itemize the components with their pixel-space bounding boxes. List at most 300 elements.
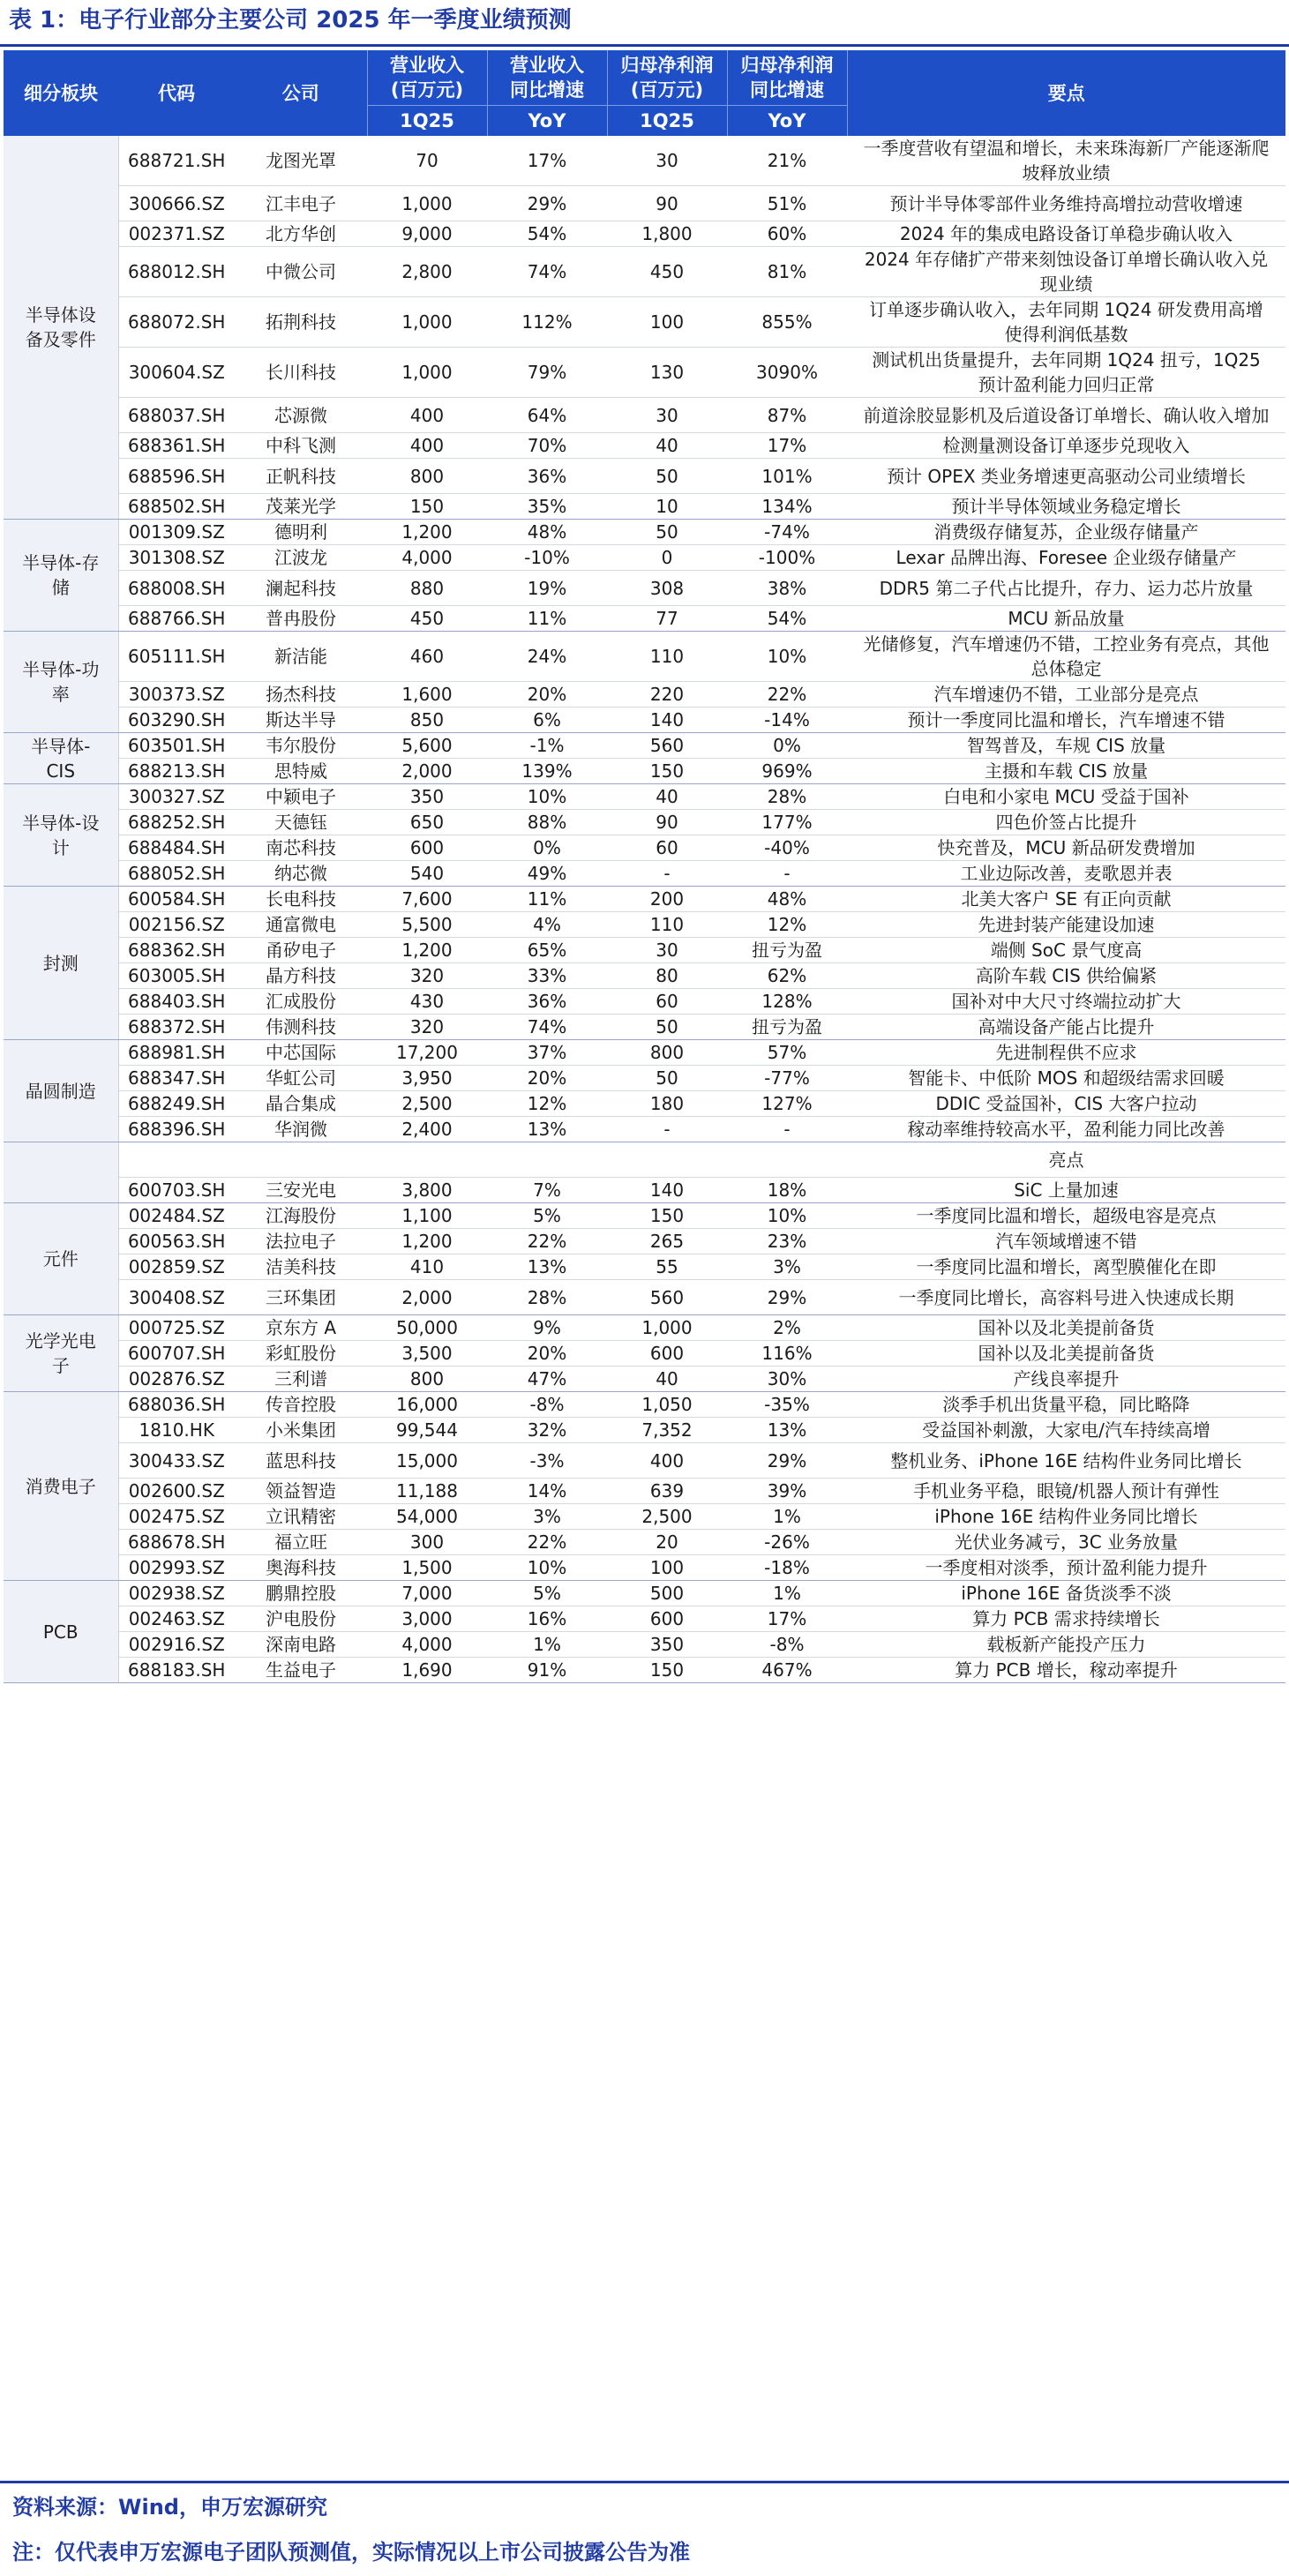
profit-cell: 40 xyxy=(607,784,727,810)
company-cell: 北方华创 xyxy=(235,221,367,247)
revenue-cell: 54,000 xyxy=(367,1504,487,1530)
revenue-yoy-cell: 54% xyxy=(487,221,607,247)
profit-yoy-cell: 969% xyxy=(727,759,847,784)
profit-yoy-cell: 扭亏为盈 xyxy=(727,1015,847,1040)
table-row xyxy=(4,398,1285,433)
code-cell: 600563.SH xyxy=(118,1229,235,1254)
profit-cell: 60 xyxy=(607,835,727,861)
table-row xyxy=(4,1443,1285,1479)
code-cell: 001309.SZ xyxy=(118,520,235,545)
table-row xyxy=(4,632,1285,682)
company-cell: 洁美科技 xyxy=(235,1254,367,1280)
code-cell: 002876.SZ xyxy=(118,1367,235,1392)
profit-yoy-cell: 51% xyxy=(727,186,847,221)
company-cell: 领益智造 xyxy=(235,1479,367,1504)
revenue-cell: 7,000 xyxy=(367,1581,487,1606)
code-cell: 002156.SZ xyxy=(118,912,235,938)
profit-cell: 130 xyxy=(607,348,727,398)
table-row xyxy=(4,433,1285,459)
profit-cell: 110 xyxy=(607,912,727,938)
table-row xyxy=(4,1091,1285,1117)
profit-yoy-cell: 17% xyxy=(727,1606,847,1632)
table-row xyxy=(4,835,1285,861)
revenue-cell: 1,200 xyxy=(367,520,487,545)
revenue-yoy-cell: 74% xyxy=(487,1015,607,1040)
profit-yoy-cell: 855% xyxy=(727,297,847,348)
profit-cell: - xyxy=(607,861,727,887)
revenue-cell: 410 xyxy=(367,1254,487,1280)
table-row xyxy=(4,1178,1285,1203)
revenue-yoy-cell: 47% xyxy=(487,1367,607,1392)
company-cell: 福立旺 xyxy=(235,1530,367,1555)
code-cell: 688249.SH xyxy=(118,1091,235,1117)
company-cell: 京东方 A xyxy=(235,1315,367,1341)
segment-cell: 半导体- CIS xyxy=(4,733,118,784)
segment-cell: 半导体-设 计 xyxy=(4,784,118,887)
segment-cell: 光学光电 子 xyxy=(4,1315,118,1392)
revenue-cell: 400 xyxy=(367,433,487,459)
revenue-cell: 320 xyxy=(367,1015,487,1040)
profit-yoy-cell: 13% xyxy=(727,1418,847,1443)
table-row xyxy=(4,221,1285,247)
revenue-yoy-cell: 4% xyxy=(487,912,607,938)
company-cell: 传音控股 xyxy=(235,1392,367,1418)
profit-yoy-cell: 29% xyxy=(727,1443,847,1479)
revenue-yoy-cell: -3% xyxy=(487,1443,607,1479)
code-cell: 688036.SH xyxy=(118,1392,235,1418)
subheader-profit: 1Q25 xyxy=(607,106,727,137)
note-cell: 2024 年的集成电路设备订单稳步确认收入 xyxy=(847,221,1285,247)
code-cell: 688721.SH xyxy=(118,136,235,186)
profit-yoy-cell: 28% xyxy=(727,784,847,810)
revenue-yoy-cell: 20% xyxy=(487,682,607,708)
table-row xyxy=(4,1606,1285,1632)
table-row xyxy=(4,1392,1285,1418)
profit-yoy-cell: -100% xyxy=(727,545,847,571)
note-cell: Lexar 品牌出海、Foresee 企业级存储量产 xyxy=(847,545,1285,571)
note-cell: 汽车领域增速不错 xyxy=(847,1229,1285,1254)
note-cell: MCU 新品放量 xyxy=(847,606,1285,632)
revenue-cell: 3,000 xyxy=(367,1606,487,1632)
table-row xyxy=(4,887,1285,912)
profit-cell: 40 xyxy=(607,433,727,459)
revenue-yoy-cell: 32% xyxy=(487,1418,607,1443)
revenue-cell: 1,000 xyxy=(367,297,487,348)
revenue-cell: 430 xyxy=(367,989,487,1015)
profit-yoy-cell: 1% xyxy=(727,1504,847,1530)
company-cell: 拓荆科技 xyxy=(235,297,367,348)
profit-cell: 30 xyxy=(607,938,727,963)
profit-cell: - xyxy=(607,1117,727,1142)
profit-cell: 350 xyxy=(607,1632,727,1658)
code-cell: 688981.SH xyxy=(118,1040,235,1066)
note-cell: 预计一季度同比温和增长，汽车增速不错 xyxy=(847,708,1285,733)
header-revenue: 营业收入 (百万元) xyxy=(367,50,487,106)
profit-yoy-cell: 101% xyxy=(727,459,847,494)
company-cell: 纳芯微 xyxy=(235,861,367,887)
revenue-cell: 800 xyxy=(367,1367,487,1392)
profit-yoy-cell: 39% xyxy=(727,1479,847,1504)
revenue-yoy-cell: 20% xyxy=(487,1066,607,1091)
revenue-cell: 1,000 xyxy=(367,348,487,398)
segment-cell: PCB xyxy=(4,1581,118,1683)
note-cell: 智驾普及，车规 CIS 放量 xyxy=(847,733,1285,759)
profit-yoy-cell: -18% xyxy=(727,1555,847,1581)
revenue-yoy-cell: 36% xyxy=(487,989,607,1015)
company-cell: 晶合集成 xyxy=(235,1091,367,1117)
company-cell: 江波龙 xyxy=(235,545,367,571)
revenue-cell: 400 xyxy=(367,398,487,433)
code-cell: 688213.SH xyxy=(118,759,235,784)
note-cell: 整机业务、iPhone 16E 结构件业务同比增长 xyxy=(847,1443,1285,1479)
profit-yoy-cell: 62% xyxy=(727,963,847,989)
code-cell: 688678.SH xyxy=(118,1530,235,1555)
profit-yoy-cell: 3% xyxy=(727,1254,847,1280)
code-cell: 002475.SZ xyxy=(118,1504,235,1530)
profit-cell: 30 xyxy=(607,398,727,433)
code-cell: 600703.SH xyxy=(118,1178,235,1203)
table-row xyxy=(4,1418,1285,1443)
header-notes: 要点 xyxy=(847,50,1285,136)
profit-cell: 50 xyxy=(607,459,727,494)
revenue-cell: 450 xyxy=(367,606,487,632)
table-row xyxy=(4,1632,1285,1658)
header-segment: 细分板块 xyxy=(4,50,118,136)
note-cell: 北美大客户 SE 有正向贡献 xyxy=(847,887,1285,912)
code-cell: 000725.SZ xyxy=(118,1315,235,1341)
revenue-yoy-cell: 112% xyxy=(487,297,607,348)
revenue-cell: 1,600 xyxy=(367,682,487,708)
note-cell: 消费级存储复苏，企业级存储量产 xyxy=(847,520,1285,545)
profit-cell: 30 xyxy=(607,136,727,186)
revenue-yoy-cell: 10% xyxy=(487,1555,607,1581)
revenue-cell: 3,950 xyxy=(367,1066,487,1091)
table-row xyxy=(4,1555,1285,1581)
segment-cell: 半导体-存 储 xyxy=(4,520,118,632)
profit-cell: 140 xyxy=(607,1178,727,1203)
table-row xyxy=(4,912,1285,938)
table-row xyxy=(4,1203,1285,1229)
profit-yoy-cell: -26% xyxy=(727,1530,847,1555)
code-cell: 002859.SZ xyxy=(118,1254,235,1280)
note-cell: 智能卡、中低阶 MOS 和超级结需求回暖 xyxy=(847,1066,1285,1091)
revenue-cell: 800 xyxy=(367,459,487,494)
company-cell: 南芯科技 xyxy=(235,835,367,861)
profit-cell: 55 xyxy=(607,1254,727,1280)
code-cell: 688362.SH xyxy=(118,938,235,963)
code-cell: 300604.SZ xyxy=(118,348,235,398)
profit-yoy-cell: 128% xyxy=(727,989,847,1015)
table-row xyxy=(4,459,1285,494)
code-cell: 300327.SZ xyxy=(118,784,235,810)
revenue-yoy-cell: -8% xyxy=(487,1392,607,1418)
code-cell: 688361.SH xyxy=(118,433,235,459)
note-cell: iPhone 16E 结构件业务同比增长 xyxy=(847,1504,1285,1530)
revenue-cell: 1,690 xyxy=(367,1658,487,1683)
note-cell: 一季度同比温和增长，离型膜催化在即 xyxy=(847,1254,1285,1280)
segment-cell xyxy=(4,1142,118,1203)
code-cell: 688008.SH xyxy=(118,571,235,606)
revenue-yoy-cell: 9% xyxy=(487,1315,607,1341)
revenue-yoy-cell: 17% xyxy=(487,136,607,186)
note-continuation-row xyxy=(4,1142,1285,1178)
table-row xyxy=(4,136,1285,186)
revenue-cell: 7,600 xyxy=(367,887,487,912)
revenue-yoy-cell: 29% xyxy=(487,186,607,221)
note-cell: 光储修复，汽车增速仍不错，工控业务有亮点，其他总体稳定 xyxy=(847,632,1285,682)
profit-yoy-cell: 81% xyxy=(727,247,847,297)
revenue-cell: 350 xyxy=(367,784,487,810)
code-cell: 688396.SH xyxy=(118,1117,235,1142)
profit-cell: 100 xyxy=(607,1555,727,1581)
company-cell: 正帆科技 xyxy=(235,459,367,494)
revenue-yoy-cell: 7% xyxy=(487,1178,607,1203)
profit-cell: 60 xyxy=(607,989,727,1015)
revenue-cell: 99,544 xyxy=(367,1418,487,1443)
company-cell: 茂莱光学 xyxy=(235,494,367,520)
company-cell: 长川科技 xyxy=(235,348,367,398)
profit-yoy-cell: -35% xyxy=(727,1392,847,1418)
code-cell: 002484.SZ xyxy=(118,1203,235,1229)
company-cell: 三环集团 xyxy=(235,1280,367,1315)
company-cell: 德明利 xyxy=(235,520,367,545)
profit-cell: 1,000 xyxy=(607,1315,727,1341)
company-cell: 芯源微 xyxy=(235,398,367,433)
table-row xyxy=(4,733,1285,759)
revenue-cell: 50,000 xyxy=(367,1315,487,1341)
table-row xyxy=(4,1658,1285,1683)
table-row xyxy=(4,297,1285,348)
code-cell: 600707.SH xyxy=(118,1341,235,1367)
revenue-cell: 5,500 xyxy=(367,912,487,938)
revenue-yoy-cell: 13% xyxy=(487,1254,607,1280)
profit-yoy-cell: 38% xyxy=(727,571,847,606)
note-cell: 汽车增速仍不错，工业部分是亮点 xyxy=(847,682,1285,708)
code-cell: 300373.SZ xyxy=(118,682,235,708)
code-cell: 688072.SH xyxy=(118,297,235,348)
profit-yoy-cell: -8% xyxy=(727,1632,847,1658)
note-cell: DDIC 受益国补，CIS 大客户拉动 xyxy=(847,1091,1285,1117)
profit-yoy-cell: 87% xyxy=(727,398,847,433)
profit-cell: 100 xyxy=(607,297,727,348)
note-cell: 订单逐步确认收入，去年同期 1Q24 研发费用高增使得利润低基数 xyxy=(847,297,1285,348)
revenue-yoy-cell: 48% xyxy=(487,520,607,545)
note-cell: SiC 上量加速 xyxy=(847,1178,1285,1203)
revenue-cell: 3,500 xyxy=(367,1341,487,1367)
note-cell: 一季度相对淡季，预计盈利能力提升 xyxy=(847,1555,1285,1581)
company-cell: 中颖电子 xyxy=(235,784,367,810)
revenue-cell: 1,200 xyxy=(367,1229,487,1254)
table-row xyxy=(4,247,1285,297)
table-row xyxy=(4,1367,1285,1392)
revenue-yoy-cell: 19% xyxy=(487,571,607,606)
revenue-cell: 300 xyxy=(367,1530,487,1555)
profit-yoy-cell: 60% xyxy=(727,221,847,247)
code-cell: 688037.SH xyxy=(118,398,235,433)
profit-cell: 560 xyxy=(607,1280,727,1315)
profit-yoy-cell: 1% xyxy=(727,1581,847,1606)
company-cell: 韦尔股份 xyxy=(235,733,367,759)
revenue-cell: 5,600 xyxy=(367,733,487,759)
note-cell: 测试机出货量提升，去年同期 1Q24 扭亏，1Q25 预计盈利能力回归正常 xyxy=(847,348,1285,398)
profit-cell: 7,352 xyxy=(607,1418,727,1443)
profit-yoy-cell: 10% xyxy=(727,1203,847,1229)
profit-yoy-cell: -74% xyxy=(727,520,847,545)
profit-cell: 400 xyxy=(607,1443,727,1479)
table-row xyxy=(4,1254,1285,1280)
revenue-cell: 3,800 xyxy=(367,1178,487,1203)
company-cell: 澜起科技 xyxy=(235,571,367,606)
note-cell: 国补以及北美提前备货 xyxy=(847,1341,1285,1367)
profit-yoy-cell xyxy=(727,1142,847,1178)
revenue-yoy-cell: -10% xyxy=(487,545,607,571)
table-row xyxy=(4,784,1285,810)
revenue-yoy-cell: 79% xyxy=(487,348,607,398)
profit-cell: 90 xyxy=(607,186,727,221)
revenue-yoy-cell: 12% xyxy=(487,1091,607,1117)
source-note: 资料来源：Wind，申万宏源研究 xyxy=(12,2495,327,2520)
table-title: 表 1：电子行业部分主要公司 2025 年一季度业绩预测 xyxy=(9,7,572,34)
revenue-yoy-cell: 5% xyxy=(487,1581,607,1606)
profit-yoy-cell: 57% xyxy=(727,1040,847,1066)
profit-cell: 110 xyxy=(607,632,727,682)
note-cell: 一季度同比增长，高容料号进入快速成长期 xyxy=(847,1280,1285,1315)
note-cell: 受益国补刺激，大家电/汽车持续高增 xyxy=(847,1418,1285,1443)
code-cell: 301308.SZ xyxy=(118,545,235,571)
header-profit-yoy: 归母净利润 同比增速 xyxy=(727,50,847,106)
profit-yoy-cell: 3090% xyxy=(727,348,847,398)
profit-yoy-cell: 0% xyxy=(727,733,847,759)
revenue-yoy-cell: 91% xyxy=(487,1658,607,1683)
profit-cell: 450 xyxy=(607,247,727,297)
company-cell: 伟测科技 xyxy=(235,1015,367,1040)
code-cell: 300666.SZ xyxy=(118,186,235,221)
revenue-cell: 4,000 xyxy=(367,1632,487,1658)
revenue-cell: 1,200 xyxy=(367,938,487,963)
profit-cell: 1,050 xyxy=(607,1392,727,1418)
profit-yoy-cell: -77% xyxy=(727,1066,847,1091)
header-revenue-yoy: 营业收入 同比增速 xyxy=(487,50,607,106)
code-cell: 688052.SH xyxy=(118,861,235,887)
profit-yoy-cell: 29% xyxy=(727,1280,847,1315)
table-row xyxy=(4,348,1285,398)
company-cell: 华虹公司 xyxy=(235,1066,367,1091)
note-cell: 稼动率维持较高水平，盈利能力同比改善 xyxy=(847,1117,1285,1142)
revenue-cell: 600 xyxy=(367,835,487,861)
code-cell: 300408.SZ xyxy=(118,1280,235,1315)
revenue-yoy-cell: 139% xyxy=(487,759,607,784)
profit-yoy-cell: 54% xyxy=(727,606,847,632)
table-row xyxy=(4,1117,1285,1142)
code-cell: 002463.SZ xyxy=(118,1606,235,1632)
profit-cell: 265 xyxy=(607,1229,727,1254)
code-cell: 688347.SH xyxy=(118,1066,235,1091)
company-cell: 龙图光罩 xyxy=(235,136,367,186)
table-row xyxy=(4,1479,1285,1504)
note-cell: 预计 OPEX 类业务增速更高驱动公司业绩增长 xyxy=(847,459,1285,494)
profit-cell: 200 xyxy=(607,887,727,912)
table-row xyxy=(4,1040,1285,1066)
table-row xyxy=(4,989,1285,1015)
profit-cell: 500 xyxy=(607,1581,727,1606)
title-divider xyxy=(0,44,1289,47)
revenue-cell: 70 xyxy=(367,136,487,186)
profit-cell: 560 xyxy=(607,733,727,759)
segment-cell: 封测 xyxy=(4,887,118,1040)
code-cell: 1810.HK xyxy=(118,1418,235,1443)
revenue-yoy-cell: 0% xyxy=(487,835,607,861)
note-cell: 端侧 SoC 景气度高 xyxy=(847,938,1285,963)
table-row xyxy=(4,682,1285,708)
revenue-yoy-cell: 24% xyxy=(487,632,607,682)
company-cell: 蓝思科技 xyxy=(235,1443,367,1479)
profit-cell: 1,800 xyxy=(607,221,727,247)
note-cell: 前道涂胶显影机及后道设备订单增长、确认收入增加 xyxy=(847,398,1285,433)
revenue-yoy-cell: 6% xyxy=(487,708,607,733)
company-cell: 生益电子 xyxy=(235,1658,367,1683)
revenue-cell: 320 xyxy=(367,963,487,989)
revenue-cell: 11,188 xyxy=(367,1479,487,1504)
revenue-yoy-cell: 49% xyxy=(487,861,607,887)
profit-cell xyxy=(607,1142,727,1178)
revenue-yoy-cell: 16% xyxy=(487,1606,607,1632)
profit-cell: 10 xyxy=(607,494,727,520)
note-cell: 算力 PCB 增长，稼动率提升 xyxy=(847,1658,1285,1683)
code-cell: 002916.SZ xyxy=(118,1632,235,1658)
code-cell: 600584.SH xyxy=(118,887,235,912)
segment-cell: 消费电子 xyxy=(4,1392,118,1581)
revenue-yoy-cell: 11% xyxy=(487,887,607,912)
company-cell: 法拉电子 xyxy=(235,1229,367,1254)
revenue-yoy-cell: 10% xyxy=(487,784,607,810)
company-cell: 甬矽电子 xyxy=(235,938,367,963)
profit-cell: 308 xyxy=(607,571,727,606)
table-row xyxy=(4,571,1285,606)
table-row xyxy=(4,963,1285,989)
table-row xyxy=(4,520,1285,545)
profit-yoy-cell: 23% xyxy=(727,1229,847,1254)
company-cell: 天德钰 xyxy=(235,810,367,835)
revenue-yoy-cell: 5% xyxy=(487,1203,607,1229)
revenue-yoy-cell: 65% xyxy=(487,938,607,963)
code-cell: 688484.SH xyxy=(118,835,235,861)
profit-yoy-cell: 17% xyxy=(727,433,847,459)
table-row xyxy=(4,759,1285,784)
profit-cell: 90 xyxy=(607,810,727,835)
company-cell: 汇成股份 xyxy=(235,989,367,1015)
note-cell: DDR5 第二子代占比提升，存力、运力芯片放量 xyxy=(847,571,1285,606)
code-cell: 688372.SH xyxy=(118,1015,235,1040)
profit-cell: 40 xyxy=(607,1367,727,1392)
code-cell: 688596.SH xyxy=(118,459,235,494)
note-cell: 先进制程供不应求 xyxy=(847,1040,1285,1066)
note-cell: 算力 PCB 需求持续增长 xyxy=(847,1606,1285,1632)
code-cell: 688252.SH xyxy=(118,810,235,835)
note-cell: 一季度营收有望温和增长，未来珠海新厂产能逐渐爬坡释放业绩 xyxy=(847,136,1285,186)
revenue-yoy-cell xyxy=(487,1142,607,1178)
profit-yoy-cell: - xyxy=(727,1117,847,1142)
revenue-cell: 880 xyxy=(367,571,487,606)
profit-yoy-cell: 30% xyxy=(727,1367,847,1392)
subheader-revenue-yoy: YoY xyxy=(487,106,607,137)
profit-cell: 150 xyxy=(607,759,727,784)
revenue-yoy-cell: 14% xyxy=(487,1479,607,1504)
header-company: 公司 xyxy=(235,50,367,136)
profit-yoy-cell: 177% xyxy=(727,810,847,835)
profit-yoy-cell: 21% xyxy=(727,136,847,186)
revenue-cell: 9,000 xyxy=(367,221,487,247)
revenue-cell: 1,500 xyxy=(367,1555,487,1581)
